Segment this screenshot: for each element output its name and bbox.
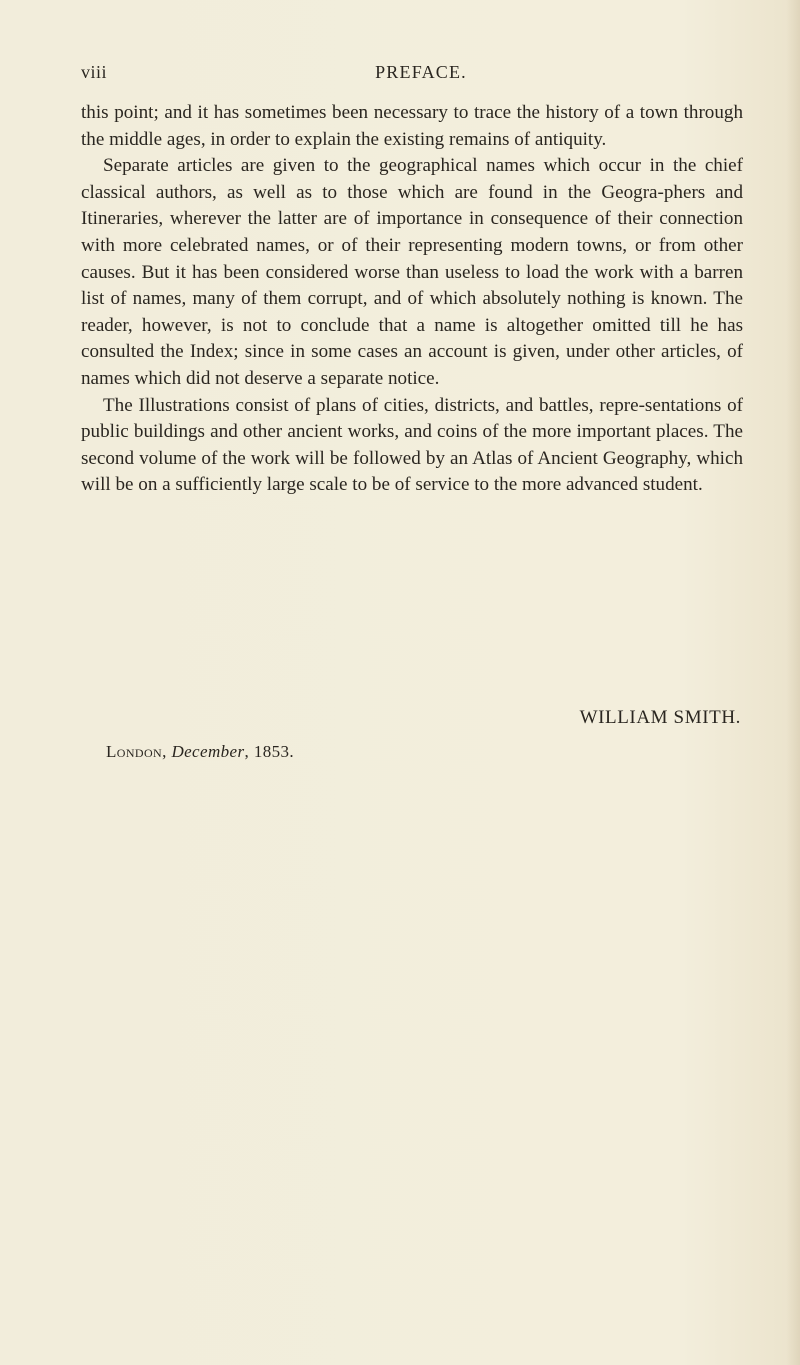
paragraph-continuation: this point; and it has sometimes been necessary to trace the history of a town through the middle ages, in order to explain the existing remains of antiquity. — [81, 102, 743, 150]
paragraph-geographical-names: Separate articles are given to the geographical names which occur in the chief classical authors, as well as to those which are found in the Geogra-phers and Itineraries, wherever the latter are of importance in consequence of their connection with more celebrated names, or of their representing modern towns, or from other causes. But it has been considered worse than useless to load the work with a barren list of names, many of them corrupt, and of which absolutely nothing is known. The reader, however, is not to conclude that a name is altogether omitted till he has consulted the Index; since in some cases an account is given, under other articles, of names which did not deserve a separate notice. — [81, 155, 743, 389]
dateline-month: December — [171, 742, 245, 761]
dateline-place: London — [106, 742, 163, 761]
author-signature: WILLIAM SMITH. — [579, 707, 741, 728]
dateline-year: 1853. — [253, 742, 295, 761]
dateline — [106, 742, 294, 762]
page-edge-shadow — [786, 0, 800, 1365]
preface-body — [81, 100, 743, 499]
running-head: PREFACE. — [375, 62, 467, 82]
paragraph-illustrations: The Illustrations consist of plans of cities, districts, and battles, repre-sentations of public buildings and other ancient works, and coins of the more important places. The second volume of the work will be followed by an Atlas of Ancient Geography, which will be on a sufficiently large scale to be of service to the more advanced student. — [81, 394, 743, 496]
dateline-comma: , — [162, 742, 172, 761]
dateline-comma-2: , — [244, 742, 254, 761]
page-header — [81, 62, 743, 86]
page-number: viii — [81, 62, 108, 82]
